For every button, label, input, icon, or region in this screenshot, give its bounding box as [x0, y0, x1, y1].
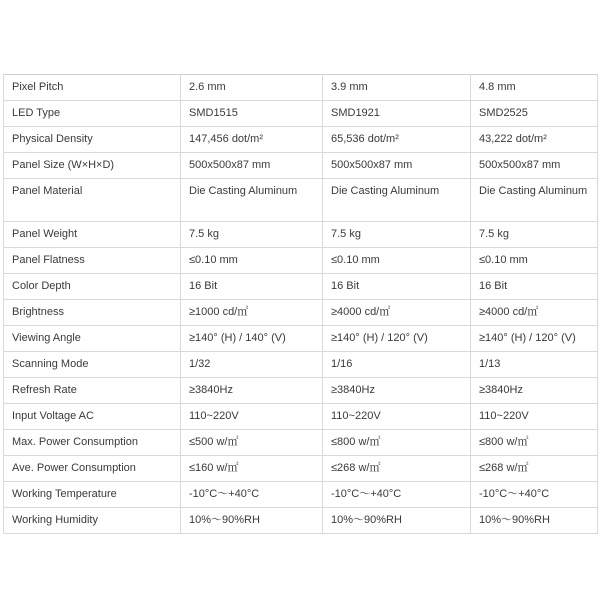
cell-value: Die Casting Aluminum [471, 179, 598, 222]
cell-value: ≤0.10 mm [323, 248, 471, 274]
row-label: Physical Density [4, 127, 181, 153]
table-row [4, 508, 598, 534]
cell-value: -10°C～+40°C [181, 482, 323, 508]
cell-value: 110~220V [181, 404, 323, 430]
row-label: LED Type [4, 101, 181, 127]
table-row [4, 378, 598, 404]
cell-value: Die Casting Aluminum [323, 179, 471, 222]
cell-value: 16 Bit [181, 274, 323, 300]
row-label: Viewing Angle [4, 326, 181, 352]
cell-value: 2.6 mm [181, 75, 323, 101]
table-row [4, 300, 598, 326]
row-label: Panel Material [4, 179, 181, 222]
cell-value: 43,222 dot/m² [471, 127, 598, 153]
cell-value: 500x500x87 mm [181, 153, 323, 179]
cell-value: ≥3840Hz [471, 378, 598, 404]
cell-value: ≤0.10 mm [471, 248, 598, 274]
table-row [4, 127, 598, 153]
cell-value: 147,456 dot/m² [181, 127, 323, 153]
row-label: Refresh Rate [4, 378, 181, 404]
row-label: Working Temperature [4, 482, 181, 508]
cell-value: 4.8 mm [471, 75, 598, 101]
row-label: Pixel Pitch [4, 75, 181, 101]
row-label: Ave. Power Consumption [4, 456, 181, 482]
row-label: Panel Weight [4, 222, 181, 248]
cell-value: 3.9 mm [323, 75, 471, 101]
row-label: Color Depth [4, 274, 181, 300]
table-row [4, 179, 598, 222]
spec-table [3, 74, 598, 534]
row-label: Working Humidity [4, 508, 181, 534]
cell-value: ≥140° (H) / 140° (V) [181, 326, 323, 352]
cell-value: 7.5 kg [181, 222, 323, 248]
cell-value: 500x500x87 mm [323, 153, 471, 179]
table-row [4, 75, 598, 101]
cell-value: SMD1515 [181, 101, 323, 127]
cell-value: ≥3840Hz [181, 378, 323, 404]
row-label: Max. Power Consumption [4, 430, 181, 456]
cell-value: 1/32 [181, 352, 323, 378]
cell-value: 10%～90%RH [181, 508, 323, 534]
table-row [4, 153, 598, 179]
cell-value: -10°C～+40°C [471, 482, 598, 508]
table-row [4, 482, 598, 508]
cell-value: ≥1000 cd/㎡ [181, 300, 323, 326]
cell-value: SMD2525 [471, 101, 598, 127]
cell-value: 110~220V [323, 404, 471, 430]
table-row [4, 274, 598, 300]
row-label: Panel Size (W×H×D) [4, 153, 181, 179]
cell-value: 10%～90%RH [471, 508, 598, 534]
cell-value: 10%～90%RH [323, 508, 471, 534]
cell-value: 1/16 [323, 352, 471, 378]
cell-value: ≥140° (H) / 120° (V) [471, 326, 598, 352]
cell-value: 500x500x87 mm [471, 153, 598, 179]
spec-table-container [3, 74, 597, 534]
table-row [4, 222, 598, 248]
table-row [4, 404, 598, 430]
cell-value: 7.5 kg [471, 222, 598, 248]
cell-value: 1/13 [471, 352, 598, 378]
cell-value: ≤268 w/㎡ [471, 456, 598, 482]
cell-value: ≤800 w/㎡ [323, 430, 471, 456]
cell-value: 16 Bit [471, 274, 598, 300]
cell-value: ≤0.10 mm [181, 248, 323, 274]
cell-value: -10°C～+40°C [323, 482, 471, 508]
row-label: Input Voltage AC [4, 404, 181, 430]
cell-value: 110~220V [471, 404, 598, 430]
table-row [4, 248, 598, 274]
cell-value: ≤500 w/㎡ [181, 430, 323, 456]
cell-value: 65,536 dot/m² [323, 127, 471, 153]
table-row [4, 326, 598, 352]
row-label: Scanning Mode [4, 352, 181, 378]
table-row [4, 456, 598, 482]
cell-value: ≥140° (H) / 120° (V) [323, 326, 471, 352]
cell-value: ≤268 w/㎡ [323, 456, 471, 482]
cell-value: SMD1921 [323, 101, 471, 127]
cell-value: ≤160 w/㎡ [181, 456, 323, 482]
cell-value: ≥3840Hz [323, 378, 471, 404]
cell-value: ≥4000 cd/㎡ [471, 300, 598, 326]
table-row [4, 430, 598, 456]
cell-value: 16 Bit [323, 274, 471, 300]
table-row [4, 101, 598, 127]
cell-value: ≤800 w/㎡ [471, 430, 598, 456]
row-label: Panel Flatness [4, 248, 181, 274]
cell-value: Die Casting Aluminum [181, 179, 323, 222]
table-row [4, 352, 598, 378]
cell-value: 7.5 kg [323, 222, 471, 248]
row-label: Brightness [4, 300, 181, 326]
cell-value: ≥4000 cd/㎡ [323, 300, 471, 326]
